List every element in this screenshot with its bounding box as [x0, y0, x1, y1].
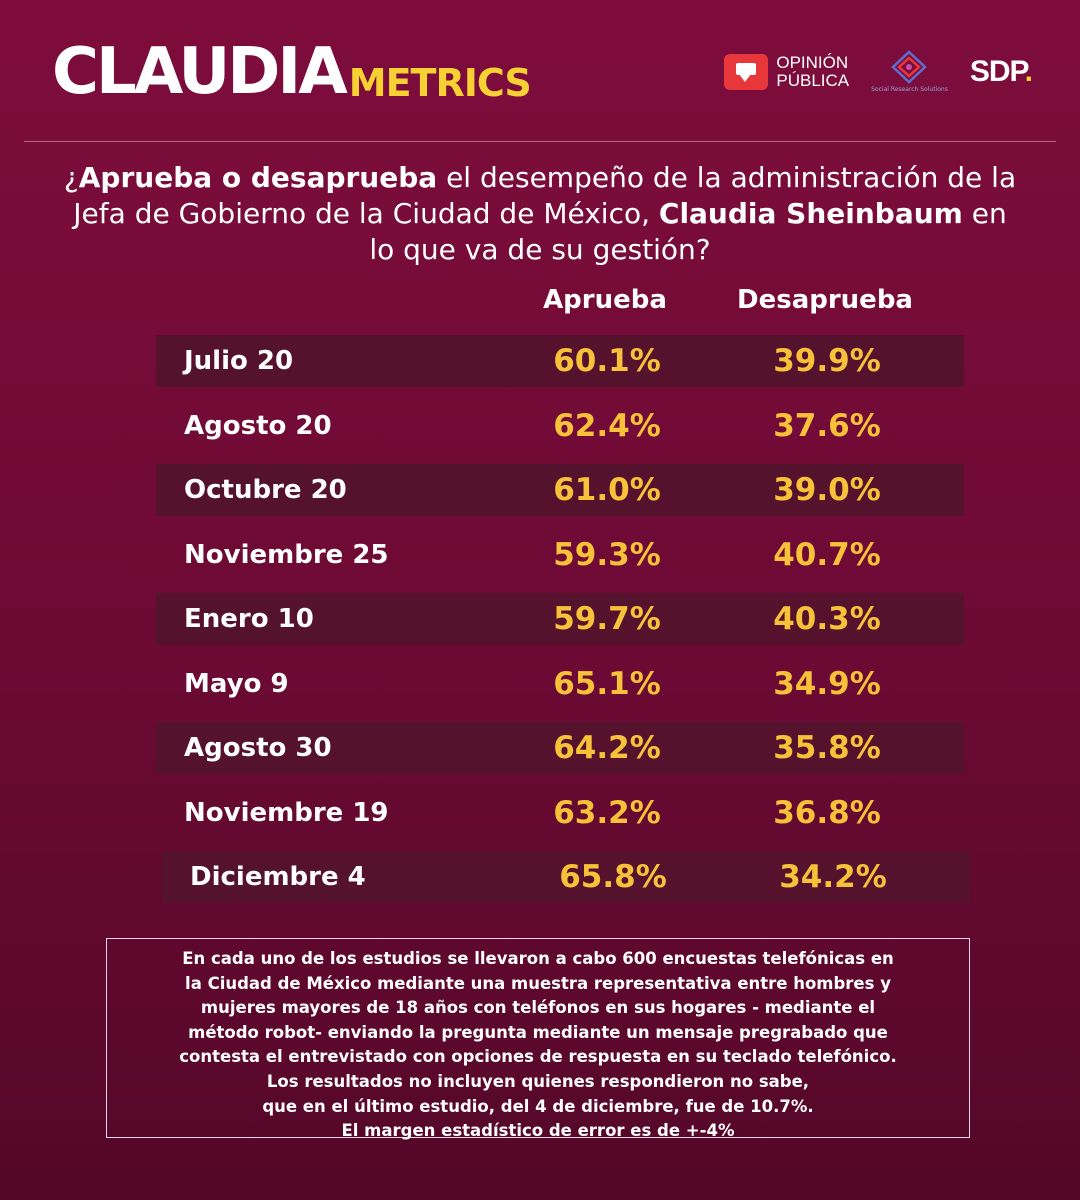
- question-emphasis-2: Claudia Sheinbaum: [658, 197, 963, 230]
- row-label: Mayo 9: [184, 668, 289, 699]
- table-row: [156, 400, 964, 452]
- speech-bubble-icon: [724, 54, 768, 90]
- note-line: El margen estadístico de error es de +-4%: [341, 1121, 735, 1141]
- methodology-note: [106, 938, 970, 1141]
- row-label: Julio 20: [184, 346, 294, 376]
- opinion-publica-line1: OPINIÓN: [776, 52, 849, 72]
- social-research-solutions-logo: [871, 50, 948, 93]
- row-label: Noviembre 25: [184, 539, 389, 570]
- aprueba-value: 65.1%: [553, 665, 661, 702]
- brand-logo: [52, 35, 531, 109]
- aprueba-value: 65.8%: [559, 859, 667, 895]
- desaprueba-value: 40.3%: [773, 601, 881, 637]
- aprueba-value: 59.3%: [553, 536, 661, 573]
- note-line: contesta el entrevistado con opciones de respuesta en su teclado telefónico.: [179, 1047, 897, 1067]
- sdp-logo-dot: .: [1024, 54, 1032, 88]
- desaprueba-value: 39.9%: [773, 343, 881, 379]
- table-row: [156, 335, 964, 387]
- table-row: [156, 593, 964, 645]
- row-label: Octubre 20: [184, 475, 347, 505]
- desaprueba-value: 34.2%: [779, 859, 887, 895]
- opinion-publica-logo: [724, 54, 849, 90]
- desaprueba-value: 34.9%: [773, 665, 881, 702]
- row-label: Enero 10: [184, 604, 314, 634]
- aprueba-value: 64.2%: [553, 730, 661, 766]
- table-row: [156, 529, 964, 581]
- desaprueba-value: 39.0%: [773, 472, 881, 508]
- note-line: Los resultados no incluyen quienes respondieron no sabe,: [266, 1071, 810, 1091]
- table-row: [156, 722, 964, 774]
- note-line: En cada uno de los estudios se llevaron a cabo 600 encuestas telefónicas en: [182, 949, 894, 968]
- aprueba-value: 60.1%: [553, 343, 661, 379]
- aprueba-value: 59.7%: [553, 601, 661, 637]
- sdp-logo: [970, 55, 1032, 89]
- desaprueba-value: 40.7%: [773, 536, 881, 573]
- table-row: [162, 851, 970, 903]
- column-header-aprueba: Aprueba: [543, 285, 667, 315]
- desaprueba-value: 37.6%: [773, 407, 881, 444]
- partner-logos: [724, 50, 1032, 93]
- aprueba-value: 63.2%: [553, 794, 661, 831]
- srs-logo-text: Social Research Solutions: [871, 86, 948, 93]
- survey-question: ¿Aprueba o desaprueba el desempeño de la administración de la Jefa de Gobierno de la Ciudad de México, Claudia Sheinbaum en lo que va de su gestión?: [63, 161, 1017, 266]
- note-line: mujeres mayores de 18 años con teléfonos en sus hogares - mediante el: [200, 998, 876, 1018]
- desaprueba-value: 36.8%: [773, 794, 881, 831]
- row-label: Diciembre 4: [190, 862, 366, 892]
- question-emphasis-1: Aprueba o desaprueba: [78, 161, 438, 194]
- table-row: [156, 787, 964, 839]
- note-line: la Ciudad de México mediante una muestra representativa entre hombres y: [185, 973, 891, 993]
- note-line: que en el último estudio, del 4 de diciembre, fue de 10.7%.: [262, 1096, 814, 1116]
- note-line: método robot- enviando la pregunta mediante un mensaje pregrabado que: [188, 1022, 888, 1042]
- sdp-logo-text: SDP: [969, 54, 1025, 88]
- srs-diamond-icon: [889, 50, 929, 84]
- header-divider: [24, 141, 1056, 142]
- row-label: Noviembre 19: [184, 797, 389, 828]
- table-row: [156, 464, 964, 516]
- brand-sub-text: METRICS: [348, 61, 531, 105]
- row-label: Agosto 30: [184, 733, 332, 763]
- brand-main-text: CLAUDIA: [52, 35, 345, 109]
- row-label: Agosto 20: [184, 410, 332, 441]
- opinion-publica-line2: PÚBLICA: [776, 70, 850, 90]
- table-row: [156, 658, 964, 710]
- aprueba-value: 61.0%: [553, 472, 661, 508]
- column-header-desaprueba: Desaprueba: [737, 285, 913, 315]
- desaprueba-value: 35.8%: [773, 730, 881, 766]
- aprueba-value: 62.4%: [553, 407, 661, 444]
